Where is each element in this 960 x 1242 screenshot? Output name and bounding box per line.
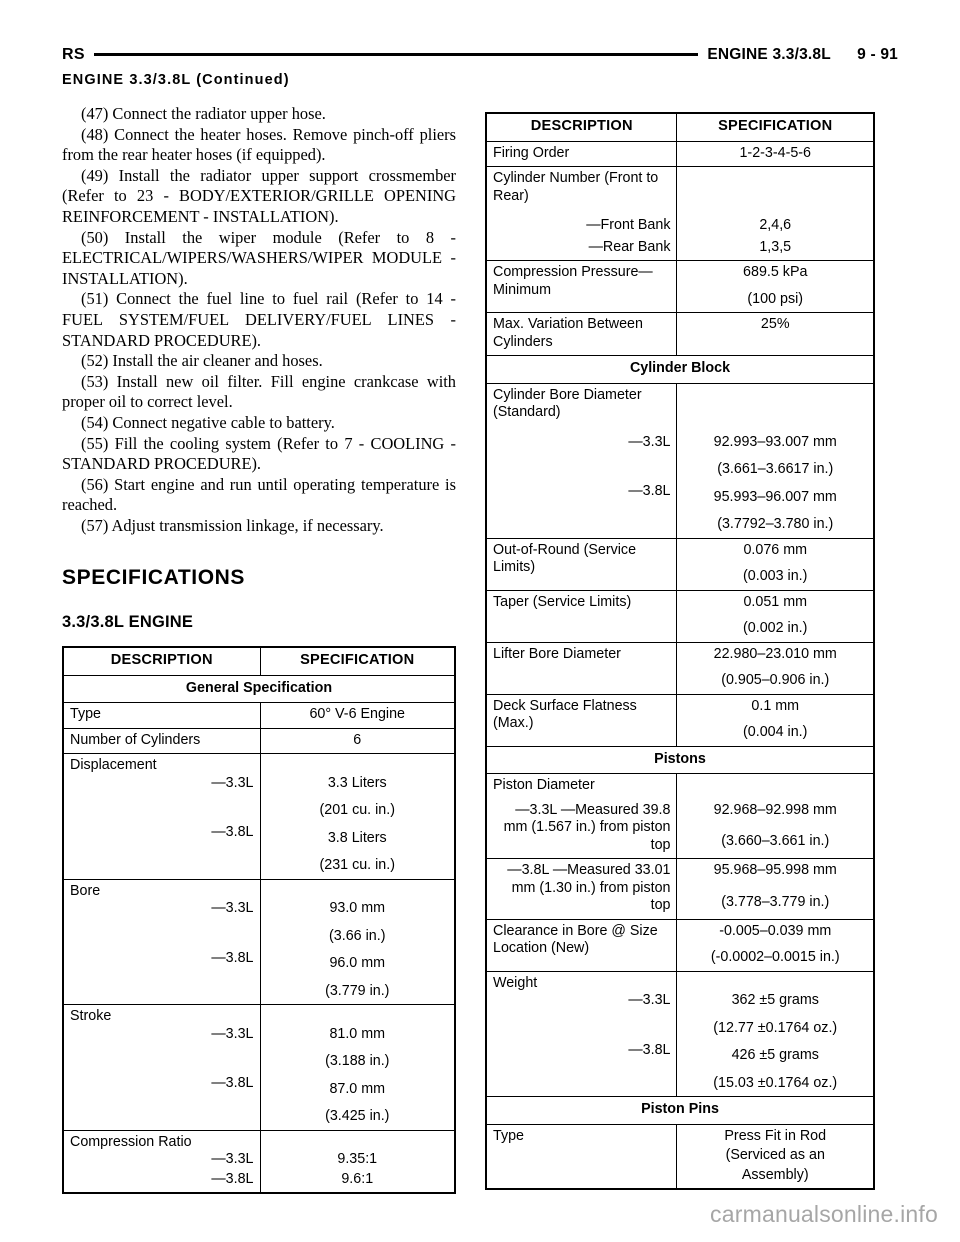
running-head-left: RS bbox=[62, 46, 85, 63]
procedure-steps bbox=[62, 104, 456, 536]
row-value-number-of-cylinders: 6 bbox=[260, 728, 455, 754]
row-label-text: Displacement bbox=[70, 757, 157, 774]
row-label-piston-diameter bbox=[486, 774, 677, 859]
row-sublabel-front-bank: —Front Bank bbox=[586, 217, 671, 233]
row-sublabel-33l: —3.3L bbox=[628, 992, 671, 1008]
value-metric: -0.005–0.039 mm bbox=[719, 922, 832, 939]
row-label-clearance-in-bore: Clearance in Bore @ Size Location (New) bbox=[486, 919, 677, 971]
row-label-number-of-cylinders: Number of Cylinders bbox=[63, 728, 260, 754]
value-33l-metric: 92.968–92.998 mm bbox=[713, 801, 837, 818]
row-value-taper bbox=[677, 590, 874, 642]
group-label: Cylinder Block bbox=[486, 356, 874, 384]
value-38l-imperial: (231 cu. in.) bbox=[319, 857, 395, 874]
column-header-description: DESCRIPTION bbox=[63, 647, 260, 675]
table-row bbox=[486, 383, 874, 538]
row-value-displacement bbox=[260, 754, 455, 880]
row-label-out-of-round: Out-of-Round (Service Limits) bbox=[486, 538, 677, 590]
row-label-text: Cylinder Bore Diameter (Standard) bbox=[493, 386, 642, 420]
table-row bbox=[486, 538, 874, 590]
table-row bbox=[63, 703, 455, 729]
row-value-piston-diameter-33l bbox=[677, 774, 874, 859]
procedure-step: (51) Connect the fuel line to fuel rail (Refer to 14 - FUEL SYSTEM/FUEL DELIVERY/FUEL LINES - STANDARD PROCEDURE). bbox=[62, 289, 456, 350]
row-label-text: Cylinder Number (Front to Rear) bbox=[493, 170, 659, 204]
procedure-step: (50) Install the wiper module (Refer to 8 - ELECTRICAL/WIPERS/WASHERS/WIPER MODULE - INSTALLATION). bbox=[62, 227, 456, 288]
value-38l-imperial: (3.778–3.779 in.) bbox=[721, 893, 830, 910]
row-value-piston-diameter-38l bbox=[677, 859, 874, 920]
row-value-lifter-bore-diameter bbox=[677, 642, 874, 694]
column-header-specification: SPECIFICATION bbox=[260, 647, 455, 675]
table-header-row bbox=[486, 113, 874, 141]
row-label-stroke bbox=[63, 1005, 260, 1131]
table-row bbox=[486, 1124, 874, 1189]
right-column bbox=[485, 112, 875, 1190]
general-specification-table bbox=[62, 646, 456, 1194]
group-label: Pistons bbox=[486, 746, 874, 774]
group-row-general-specification bbox=[63, 675, 455, 703]
procedure-step: (56) Start engine and run until operating temperature is reached. bbox=[62, 474, 456, 515]
row-value-stroke bbox=[260, 1005, 455, 1131]
procedure-step: (48) Connect the heater hoses. Remove pinch-off pliers from the rear heater hoses (if equipped). bbox=[62, 124, 456, 165]
row-sublabel-38l: —3.8L bbox=[211, 949, 254, 966]
value-metric: 0.1 mm bbox=[751, 697, 800, 714]
row-value-clearance-in-bore bbox=[677, 919, 874, 971]
group-row-pistons bbox=[486, 746, 874, 774]
value-imperial: (100 psi) bbox=[747, 290, 804, 307]
table-row bbox=[486, 774, 874, 859]
table-row bbox=[486, 971, 874, 1097]
row-label-compression-pressure: Compression Pressure—Minimum bbox=[486, 261, 677, 313]
procedure-step: (49) Install the radiator upper support crossmember (Refer to 23 - BODY/EXTERIOR/GRILLE OPENING REINFORCEMENT - INSTALLATION). bbox=[62, 165, 456, 226]
value-38l: 9.6:1 bbox=[341, 1170, 374, 1187]
row-sublabel-33l: —3.3L bbox=[211, 1025, 254, 1042]
row-label-text: Weight bbox=[493, 974, 538, 991]
row-label-taper: Taper (Service Limits) bbox=[486, 590, 677, 642]
row-sublabel-33l: —3.3L bbox=[211, 1151, 254, 1168]
row-label-displacement bbox=[63, 754, 260, 880]
value-38l-metric: 426 ±5 grams bbox=[731, 1047, 819, 1063]
group-row-cylinder-block bbox=[486, 356, 874, 384]
value-imperial: (0.905–0.906 in.) bbox=[721, 672, 830, 688]
row-label-max-variation: Max. Variation Between Cylinders bbox=[486, 313, 677, 356]
value-33l-metric: 93.0 mm bbox=[329, 900, 386, 917]
procedure-step: (47) Connect the radiator upper hose. bbox=[81, 104, 326, 123]
row-sublabel-38l: —3.8L bbox=[211, 1075, 254, 1092]
group-label: General Specification bbox=[63, 675, 455, 703]
row-value-deck-surface-flatness bbox=[677, 694, 874, 746]
value-metric: 689.5 kPa bbox=[743, 264, 808, 280]
table-row bbox=[486, 694, 874, 746]
value-38l-imperial: (15.03 ±0.1764 oz.) bbox=[713, 1074, 838, 1091]
left-column bbox=[62, 104, 456, 1194]
table-row bbox=[486, 313, 874, 356]
value-33l-imperial: (201 cu. in.) bbox=[319, 802, 395, 819]
value-33l-metric: 81.0 mm bbox=[329, 1025, 386, 1042]
value-imperial: (0.003 in.) bbox=[743, 568, 808, 584]
row-sublabel-38l: —3.8L bbox=[211, 1170, 254, 1187]
continued-heading: ENGINE 3.3/3.8L (Continued) bbox=[62, 72, 290, 88]
value-38l-metric: 87.0 mm bbox=[329, 1080, 386, 1097]
value-38l-metric: 3.8 Liters bbox=[327, 829, 387, 846]
row-value-bore bbox=[260, 879, 455, 1005]
row-label-piston-pin-type: Type bbox=[486, 1124, 677, 1189]
running-head-right bbox=[707, 46, 898, 64]
table-row bbox=[486, 642, 874, 694]
row-value-compression-pressure bbox=[677, 261, 874, 313]
running-head-title: ENGINE 3.3/3.8L bbox=[707, 46, 831, 63]
engine-specification-table bbox=[485, 112, 875, 1190]
table-row bbox=[63, 728, 455, 754]
row-value-out-of-round bbox=[677, 538, 874, 590]
row-label-deck-surface-flatness: Deck Surface Flatness (Max.) bbox=[486, 694, 677, 746]
row-sublabel-38l: —3.8L bbox=[211, 824, 254, 841]
value-38l-metric: 95.968–95.998 mm bbox=[713, 862, 837, 878]
value-metric: 0.051 mm bbox=[743, 593, 808, 610]
row-label-text: Compression Ratio bbox=[70, 1133, 192, 1150]
value-38l-imperial: (3.779 in.) bbox=[325, 982, 390, 999]
running-head bbox=[62, 44, 898, 66]
table-row bbox=[63, 879, 455, 1005]
procedure-step: (57) Adjust transmission linkage, if necessary. bbox=[81, 515, 384, 535]
table-row bbox=[486, 919, 874, 971]
row-value-type: 60° V-6 Engine bbox=[260, 703, 455, 729]
table-row bbox=[63, 754, 455, 880]
watermark: carmanualsonline.info bbox=[710, 1201, 938, 1227]
row-value-max-variation: 25% bbox=[677, 313, 874, 356]
row-value-firing-order: 1-2-3-4-5-6 bbox=[677, 141, 874, 167]
row-label-firing-order: Firing Order bbox=[486, 141, 677, 167]
row-label-piston-diameter-38l: —3.8L —Measured 33.01 mm (1.30 in.) from piston top bbox=[486, 859, 677, 920]
value-metric: 22.980–23.010 mm bbox=[713, 645, 837, 662]
column-header-description: DESCRIPTION bbox=[486, 113, 677, 141]
row-sublabel-38l: —3.8L bbox=[628, 483, 671, 499]
row-label-compression-ratio bbox=[63, 1130, 260, 1193]
row-label-bore bbox=[63, 879, 260, 1005]
procedure-step: (52) Install the air cleaner and hoses. bbox=[81, 351, 323, 371]
row-label-text: Piston Diameter bbox=[493, 777, 595, 793]
value-38l-imperial: (3.7792–3.780 in.) bbox=[717, 516, 834, 532]
row-sublabel-38l: —3.8L bbox=[628, 1041, 671, 1058]
value-38l-imperial: (3.425 in.) bbox=[325, 1108, 390, 1125]
procedure-step: (55) Fill the cooling system (Refer to 7 - COOLING - STANDARD PROCEDURE). bbox=[62, 433, 456, 474]
value-33l-imperial: (3.188 in.) bbox=[325, 1053, 390, 1070]
table-row bbox=[486, 859, 874, 920]
value-33l-metric: 362 ±5 grams bbox=[731, 992, 819, 1008]
row-sublabel-33l: —3.3L bbox=[628, 433, 671, 450]
value-33l: 9.35:1 bbox=[337, 1151, 378, 1168]
row-label-type: Type bbox=[63, 703, 260, 729]
row-value-cylinder-number bbox=[677, 167, 874, 261]
value-imperial: (0.002 in.) bbox=[743, 620, 808, 636]
value-rear-bank: 1,3,5 bbox=[759, 238, 792, 255]
row-sublabel-33l: —3.3L bbox=[211, 900, 254, 917]
row-label-weight bbox=[486, 971, 677, 1097]
row-sublabel-33l: —3.3L bbox=[211, 774, 254, 791]
row-value-cylinder-bore-diameter bbox=[677, 383, 874, 538]
column-header-specification: SPECIFICATION bbox=[677, 113, 874, 141]
value-33l-metric: 3.3 Liters bbox=[327, 774, 387, 791]
procedure-step: (53) Install new oil filter. Fill engine crankcase with proper oil to correct level. bbox=[62, 371, 456, 412]
row-label-cylinder-number bbox=[486, 167, 677, 261]
value-33l-imperial: (3.660–3.661 in.) bbox=[721, 833, 830, 849]
value-33l-imperial: (3.66 in.) bbox=[329, 927, 386, 944]
row-sublabel-rear-bank: —Rear Bank bbox=[588, 238, 671, 255]
row-value-compression-ratio bbox=[260, 1130, 455, 1193]
row-value-piston-pin-type bbox=[677, 1124, 874, 1189]
value-front-bank: 2,4,6 bbox=[759, 217, 792, 233]
value-33l-metric: 92.993–93.007 mm bbox=[713, 433, 837, 450]
value-line-1: Press Fit in Rod bbox=[724, 1127, 827, 1144]
table-row bbox=[63, 1130, 455, 1193]
running-head-rule bbox=[94, 53, 698, 56]
value-38l-metric: 95.993–96.007 mm bbox=[713, 488, 837, 505]
value-metric: 0.076 mm bbox=[743, 541, 808, 558]
row-label-cylinder-bore-diameter bbox=[486, 383, 677, 538]
row-label-text: Stroke bbox=[70, 1008, 112, 1025]
page-number: 9 - 91 bbox=[857, 46, 898, 63]
value-imperial: (-0.0002–0.0015 in.) bbox=[710, 949, 840, 965]
value-33l-imperial: (3.661–3.6617 in.) bbox=[717, 461, 834, 477]
table-row bbox=[486, 141, 874, 167]
value-line-3: Assembly) bbox=[741, 1166, 809, 1183]
engine-subheading: 3.3/3.8L ENGINE bbox=[62, 613, 194, 632]
table-row bbox=[486, 167, 874, 261]
value-33l-imperial: (12.77 ±0.1764 oz.) bbox=[713, 1019, 838, 1036]
table-row bbox=[63, 1005, 455, 1131]
table-row bbox=[486, 261, 874, 313]
group-row-piston-pins bbox=[486, 1097, 874, 1125]
value-38l-metric: 96.0 mm bbox=[329, 955, 386, 972]
row-label-lifter-bore-diameter: Lifter Bore Diameter bbox=[486, 642, 677, 694]
group-label: Piston Pins bbox=[486, 1097, 874, 1125]
value-imperial: (0.004 in.) bbox=[743, 724, 808, 740]
value-line-2: (Serviced as an bbox=[725, 1147, 825, 1163]
table-header-row bbox=[63, 647, 455, 675]
procedure-step: (54) Connect negative cable to battery. bbox=[81, 412, 335, 432]
specifications-heading: SPECIFICATIONS bbox=[62, 566, 246, 590]
row-label-text: Bore bbox=[70, 882, 101, 899]
row-value-weight bbox=[677, 971, 874, 1097]
row-sublabel-33l-measured: —3.3L —Measured 39.8 mm (1.567 in.) from piston top bbox=[503, 801, 671, 853]
table-row bbox=[486, 590, 874, 642]
